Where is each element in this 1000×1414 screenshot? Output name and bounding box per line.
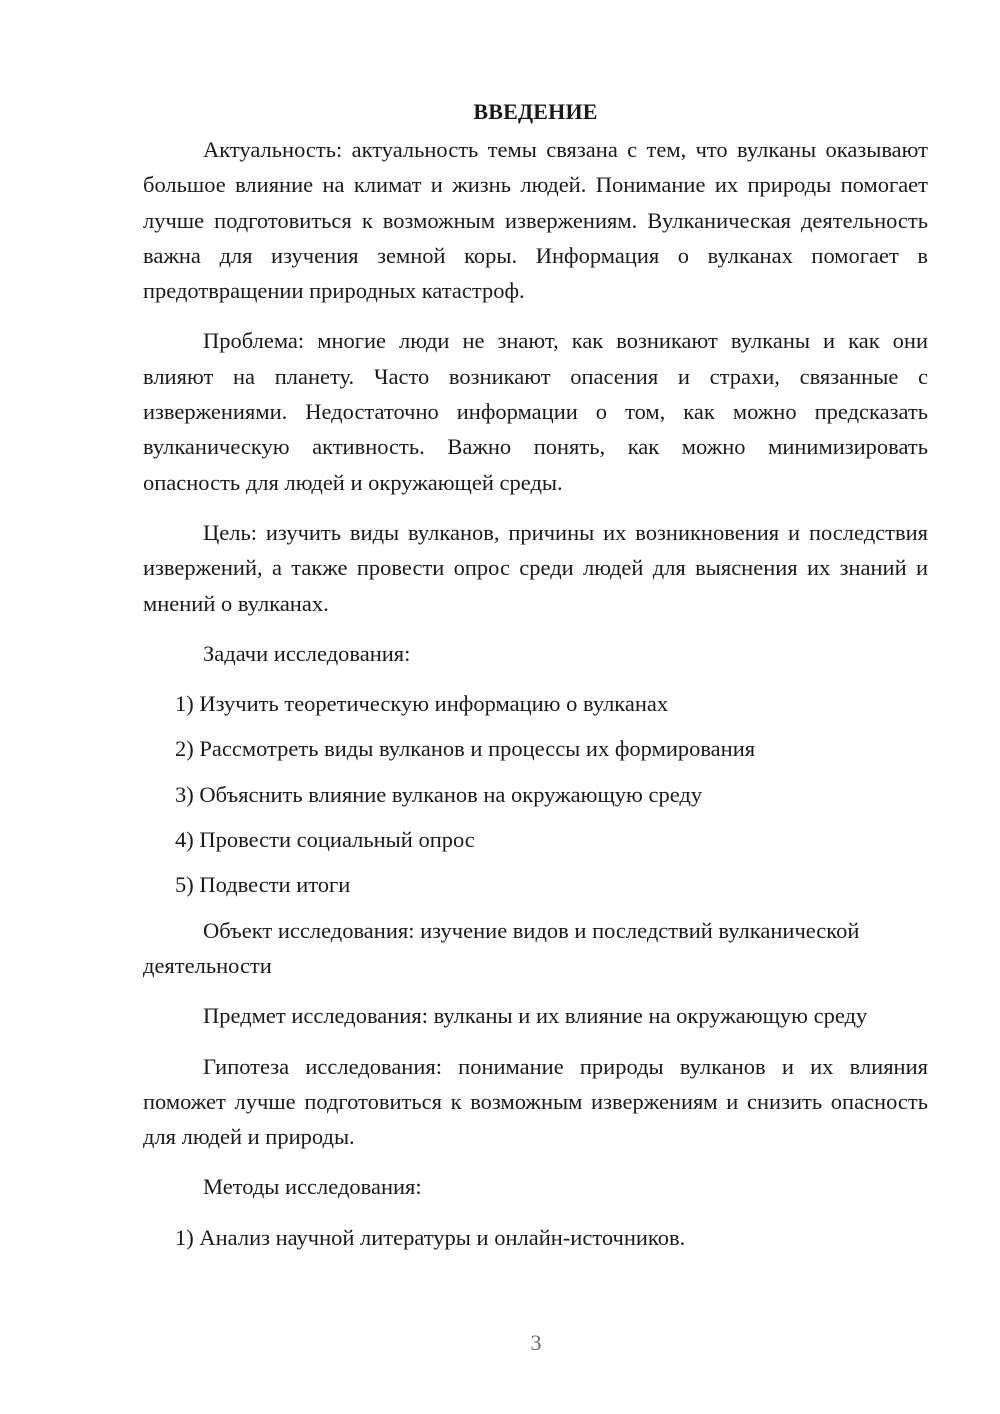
task-item-2: 2) Рассмотреть виды вулканов и процессы их формирования [175, 736, 756, 762]
subject-paragraph: Предмет исследования: вулканы и их влияние на окружающую среду [203, 1003, 868, 1029]
methods-heading: Методы исследования: [203, 1174, 422, 1200]
object-paragraph: Объект исследования: изучение видов и последствий вулканической деятельности [143, 917, 860, 978]
tasks-heading: Задачи исследования: [203, 640, 411, 666]
task-item-4: 4) Провести социальный опрос [175, 827, 475, 853]
tasks-list [143, 686, 928, 902]
task-item-3: 3) Объяснить влияние вулканов на окружающую среду [175, 781, 703, 807]
task-item-1: 1) Изучить теоретическую информацию о вулканах [175, 691, 669, 717]
section-title: ВВЕДЕНИЕ [473, 99, 598, 124]
problem-paragraph: Проблема: многие люди не знают, как возникают вулканы и как они влияют на планету. Часто возникают опасения и страхи, связанные с извержениями. Недостаточно информации о том, как можно предсказать вулканическую активность. Важно понять, как можно минимизировать опасность для людей и окружающей среды. [143, 328, 928, 495]
task-item-5: 5) Подвести итоги [175, 872, 351, 898]
goal-paragraph: Цель: изучить виды вулканов, причины их возникновения и последствия извержений, а также провести опрос среди людей для выяснения их знаний и мнений о вулканах. [143, 519, 928, 616]
page-number: 3 [530, 1330, 542, 1355]
hypothesis-paragraph: Гипотеза исследования: понимание природы вулканов и их влияния поможет лучше подготовиться к возможным извержениям и снизить опасность для людей и природы. [143, 1053, 928, 1150]
methods-list [143, 1220, 928, 1255]
document-page [143, 94, 928, 1265]
method-item-1: 1) Анализ научной литературы и онлайн-источников. [175, 1224, 686, 1250]
relevance-paragraph: Актуальность: актуальность темы связана с тем, что вулканы оказывают большое влияние на климат и жизнь людей. Понимание их природы помогает лучше подготовиться к возможным извержениям. Вулканическая деятельность важна для изучения земной коры. Информация о вулканах помогает в предотвращении природных катастроф. [143, 137, 928, 304]
